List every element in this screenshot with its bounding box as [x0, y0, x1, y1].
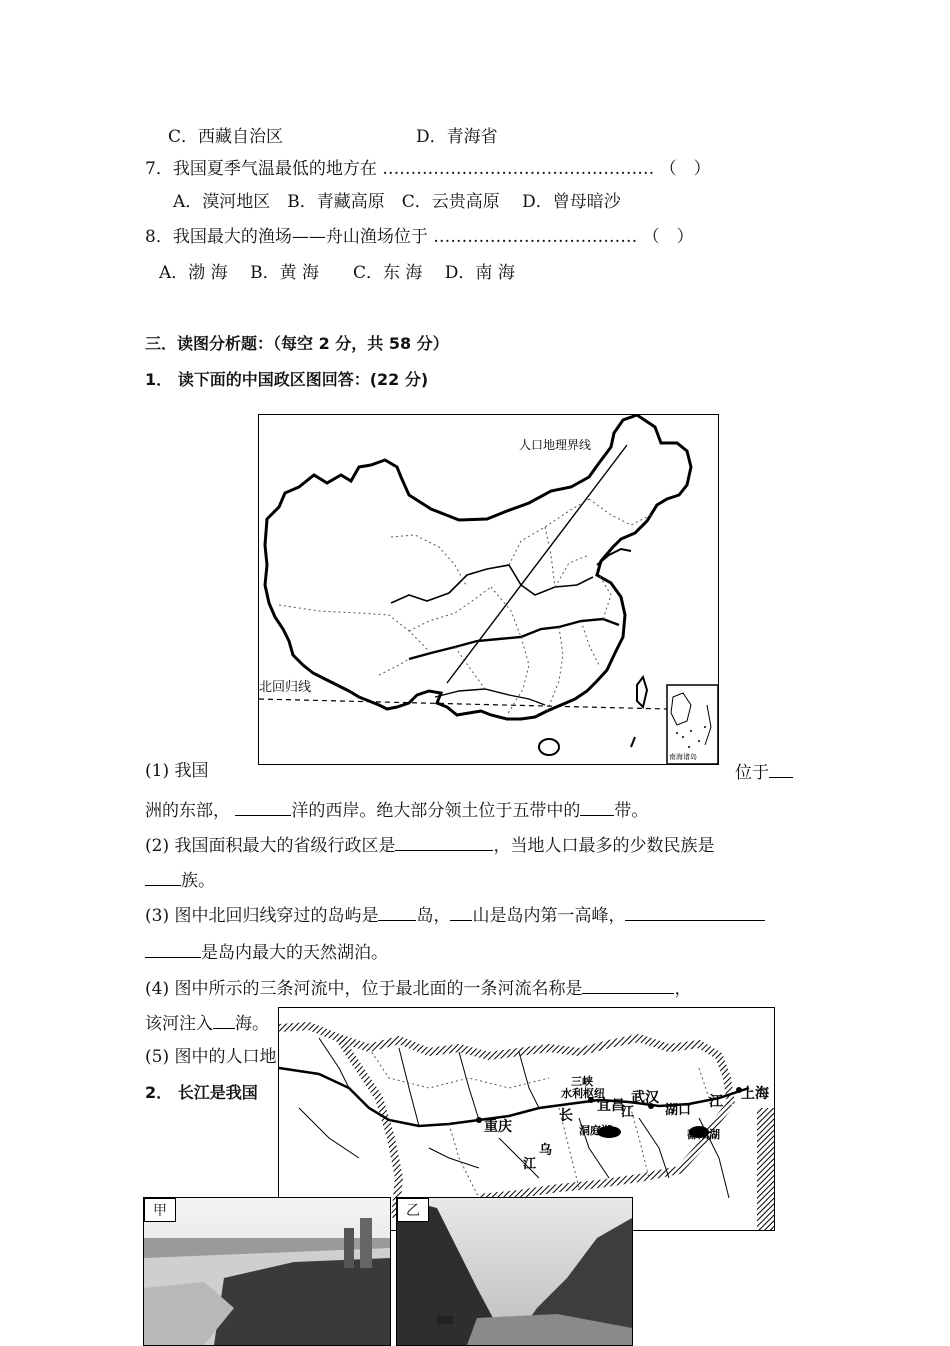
answer-blank-river[interactable] [582, 977, 674, 994]
q1-4-line1 [145, 977, 691, 999]
q1-1-lead: (1) 我国 [145, 761, 209, 781]
answer-blank-sea[interactable] [213, 1012, 235, 1029]
q1-4-text-a: (4) 图中所示的三条河流中，位于最北面的一条河流名称是 [145, 979, 583, 999]
inset-label: 南海诸岛 [669, 753, 697, 761]
q1-2-line1 [145, 834, 714, 856]
q1-5-line: (5) 图中的人口地 [145, 1047, 277, 1067]
answer-blank-zone[interactable] [580, 799, 614, 816]
answer-blank-continent[interactable] [769, 761, 793, 778]
answer-blank-ethnic[interactable] [145, 869, 181, 886]
label-wu: 乌 [539, 1143, 553, 1158]
label-poyang: 鄱阳湖 [687, 1128, 720, 1141]
china-border [265, 415, 691, 719]
q6-option-d: D．青海省 [416, 127, 498, 147]
photo-yi [396, 1197, 633, 1346]
label-yichang: 宜昌 [597, 1098, 625, 1114]
q1-1-text-b: 洋的西岸。绝大部分领土位于五带中的 [291, 801, 581, 821]
label-wujiang: 江 [523, 1157, 537, 1172]
q6-option-c: C．西藏自治区 [168, 127, 284, 147]
photo-yi-label: 乙 [397, 1198, 429, 1222]
q1-4-line2 [145, 1012, 269, 1034]
tropic-label: 北回归线 [259, 680, 312, 695]
label-hukou: 湖口 [665, 1103, 692, 1118]
yangtze-river [409, 619, 619, 659]
label-jiang-2: 江 [621, 1105, 635, 1120]
answer-blank-province[interactable] [395, 834, 493, 851]
section-title: 三．读图分析题：（每空 2 分，共 58 分） [145, 334, 449, 353]
q7-options: A．漠河地区 B．青藏高原 C．云贵高原 D．曾母暗沙 [173, 192, 621, 212]
q1-1-text-c: 带。 [614, 801, 649, 821]
q1-3-text-c: 山是岛内第一高峰， [472, 906, 626, 926]
q1-4-text-b: 该河注入 [145, 1014, 213, 1034]
pearl-river [435, 689, 545, 705]
q8-stem: 8．我国最大的渔场——舟山渔场位于 ……………………………… （ ） [145, 227, 694, 247]
question-2-title: 2． 长江是我国 [145, 1083, 258, 1102]
answer-blank-ocean[interactable] [235, 799, 291, 816]
label-chang: 长 [559, 1108, 573, 1124]
china-map [258, 414, 719, 765]
photo-jia-label: 甲 [144, 1198, 176, 1222]
q7-stem: 7．我国夏季气温最低的地方在 ………………………………………… （ ） [145, 159, 711, 179]
taiwan-island [637, 677, 647, 707]
q1-1-text-a: 洲的东部， [145, 801, 230, 821]
south-china-sea-inset [667, 685, 718, 764]
q1-3-text-b: 岛， [416, 906, 451, 926]
label-dongting: 洞庭湖 [579, 1124, 612, 1137]
q1-3-text-a: (3) 图中北回归线穿过的岛屿是 [145, 906, 379, 926]
answer-blank-island[interactable] [378, 904, 416, 921]
q1-2-text-b: ，当地人口最多的少数民族是 [493, 836, 715, 856]
label-shanghai: 上海 [741, 1086, 769, 1102]
q1-1-located-text: 位于 [735, 763, 769, 783]
q1-4-text-c: 海。 [235, 1014, 269, 1034]
label-chongqing: 重庆 [484, 1119, 512, 1135]
q1-4-comma: ， [674, 979, 692, 999]
q1-1-line2 [145, 799, 648, 821]
label-sanxia: 三峡 [571, 1075, 593, 1088]
tropic-of-cancer [259, 699, 667, 709]
yellow-river [391, 565, 593, 603]
answer-blank-lake-b[interactable] [145, 941, 201, 958]
answer-blank-mountain[interactable] [450, 904, 472, 921]
question-1-title: 1． 读下面的中国政区图回答：(22 分) [145, 370, 429, 389]
answer-blank-lake-a[interactable] [625, 904, 765, 921]
label-dam: 水利枢纽 [561, 1087, 605, 1100]
q1-3-line1 [145, 904, 765, 926]
photo-jia [143, 1197, 391, 1346]
q1-2-line2 [145, 869, 215, 891]
q1-2-text-c: 族。 [181, 871, 215, 891]
q8-options: A．渤 海 B．黄 海 C．东 海 D．南 海 [159, 263, 515, 283]
hainan-island [539, 739, 559, 755]
label-wuhan: 武汉 [631, 1090, 659, 1106]
basin-boundary [279, 1026, 731, 1104]
q1-3-text-d: 是岛内最大的天然湖泊。 [201, 943, 388, 963]
population-line-label: 人口地理界线 [519, 438, 592, 452]
q1-1-located [735, 761, 793, 783]
label-jiang-main: 江 [709, 1094, 723, 1110]
q1-2-text-a: (2) 我国面积最大的省级行政区是 [145, 836, 396, 856]
q1-3-line2 [145, 941, 388, 963]
